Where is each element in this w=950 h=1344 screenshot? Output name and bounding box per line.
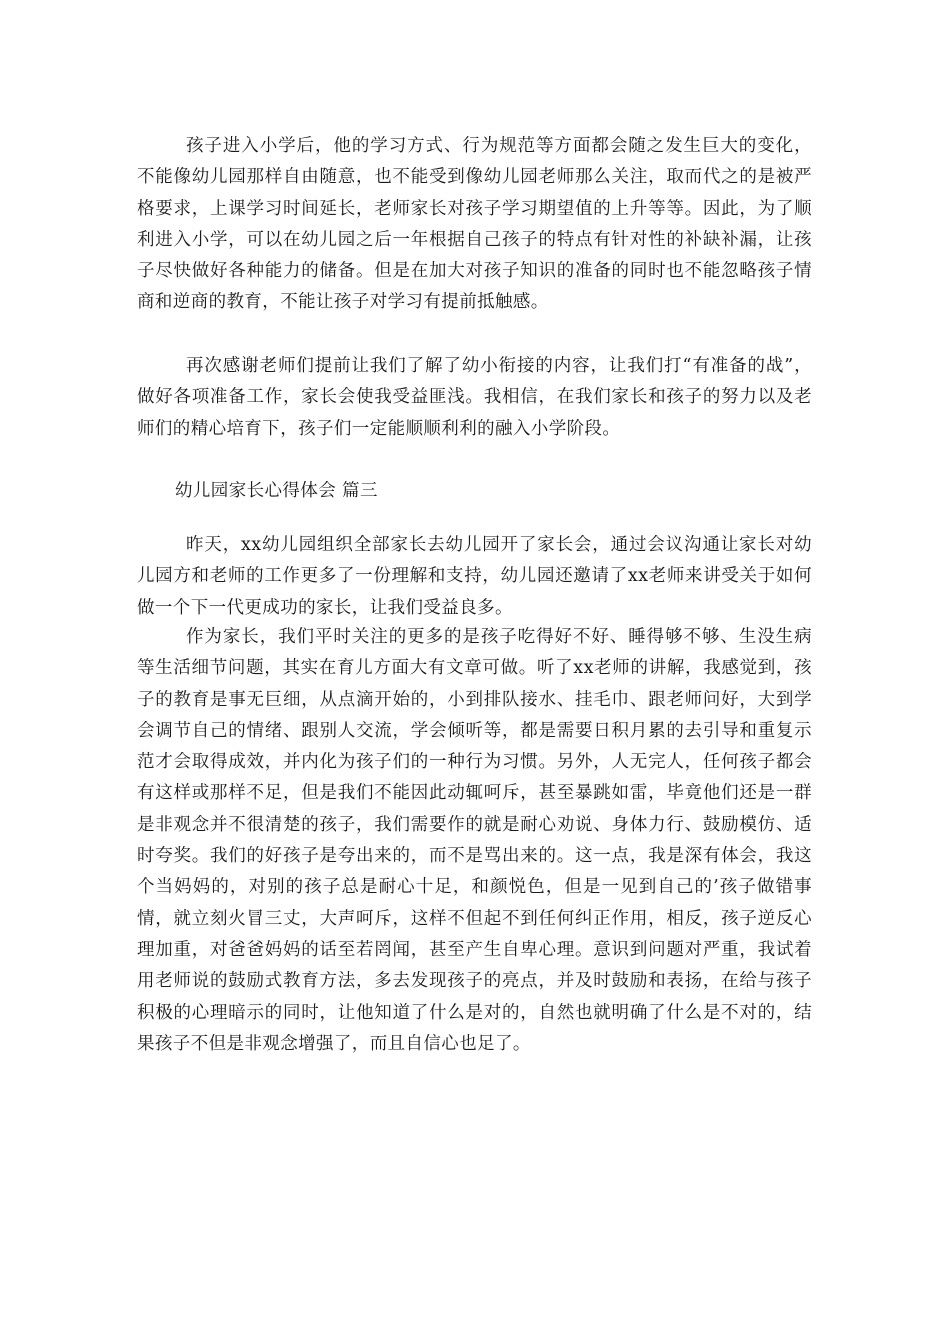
paragraph-parenting-reflection: 作为家长，我们平时关注的更多的是孩子吃得好不好、睡得够不够、生没生病等生活细节问题，其实在育儿方面大有文章可做。听了xx老师的讲解，我感觉到，孩子的教育是事无巨细，从点滴开始的，小到排队接水、挂毛巾、跟老师问好，大到学会调节自己的情绪、跟别人交流，学会倾听等，都是需要日积月累的去引导和重复示范才会取得成效，并内化为孩子们的一种行为习惯。另外，人无完人，任何孩子都会有这样或那样不足，但是我们不能因此动辄呵斥，甚至暴跳如雷，毕竟他们还是一群是非观念并不很清楚的孩子，我们需要作的就是耐心劝说、身体力行、鼓励模仿、适时夸奖。我们的好孩子是夸出来的，而不是骂出来的。这一点，我是深有体会，我这个当妈妈的，对别的孩子总是耐心十足，和颜悦色，但是一见到自己的’孩子做错事情，就立刻火冒三丈，大声呵斥，这样不但起不到任何纠正作用，相反，孩子逆反心理加重，对爸爸妈妈的话至若罔闻，甚至产生自卑心理。意识到问题对严重，我试着用老师说的鼓励式教育方法，多去发现孩子的亮点，并及时鼓励和表扬，在给与孩子积极的心理暗示的同时，让他知道了什么是对的，自然也就明确了什么是不对的，结果孩子不但是非观念增强了，而且自信心也足了。 xyxy=(137,627,812,1054)
section-heading: 幼儿园家长心得体会 篇三 xyxy=(175,481,378,501)
paragraph-parent-meeting: 昨天，xx幼儿园组织全部家长去幼儿园开了家长会，通过会议沟通让家长对幼儿园方和老师的工作更多了一份理解和支持，幼儿园还邀请了xx老师来讲受关于如何做一个下一代更成功的家长，让我们受益良多。 xyxy=(137,535,812,618)
paragraph-thanks-to-teachers: 再次感谢老师们提前让我们了解了幼小衔接的内容，让我们打“有准备的战”，做好各项准备工作，家长会使我受益匪浅。我相信，在我们家长和孩子的努力以及老师们的精心培育下，孩子们一定能顺顺利利的融入小学阶段。 xyxy=(137,356,812,439)
paragraph-transition-to-primary-school: 孩子进入小学后，他的学习方式、行为规范等方面都会随之发生巨大的变化，不能像幼儿园那样自由随意，也不能受到像幼儿园老师那么关注，取而代之的是被严格要求，上课学习时间延长，老师家长对孩子学习期望值的上升等等。因此，为了顺利进入小学，可以在幼儿园之后一年根据自己孩子的特点有针对性的补缺补漏，让孩子尽快做好各种能力的储备。但是在加大对孩子知识的准备的同时也不能忽略孩子情商和逆商的教育，不能让孩子对学习有提前抵触感。 xyxy=(137,136,812,313)
